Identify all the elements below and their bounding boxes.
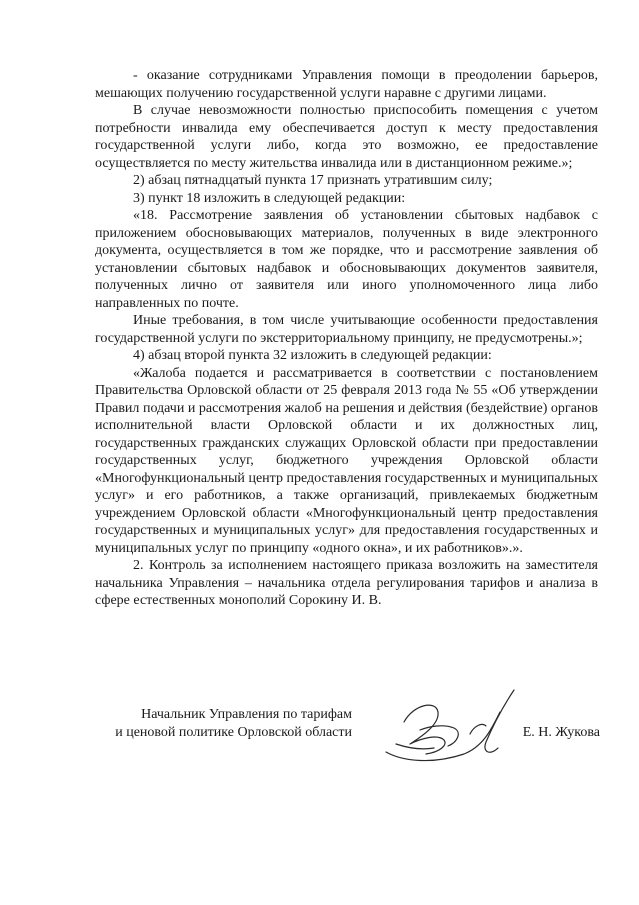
- paragraph-item-4: 4) абзац второй пункта 32 изложить в следующей редакции:: [133, 348, 492, 363]
- paragraph-barriers-item: - оказание сотрудниками Управления помощи в преодолении барьеров, мешающих получению государственной услуги наравне с другими лицами.: [95, 68, 598, 101]
- paragraph-item-2: 2) абзац пятнадцатый пункта 17 признать утратившим силу;: [133, 173, 493, 188]
- paragraph-point-18: «18. Рассмотрение заявления об установлении сбытовых надбавок с приложением обосновывающих материалов, полученных в виде электронного документа, осуществляется в том же порядке, что и рассмотрение заявления об установлении сбытовых надбавок и обосновывающих документов заявителя, полученных лично от заявителя или иного уполномоченного лица либо направленных по почте.: [95, 208, 598, 311]
- paragraph-control: 2. Контроль за исполнением настоящего приказа возложить на заместителя начальника Управления – начальника отдела регулирования тарифов и анализа в сфере естественных монополий Сорокину И. В.: [95, 558, 598, 608]
- document-body: [95, 67, 598, 610]
- signatory-name: Е. Н. Жукова: [522, 725, 600, 740]
- paragraph-complaint: «Жалоба подается и рассматривается в соответствии с постановлением Правительства Орловской области от 25 февраля 2013 года № 55 «Об утверждении Правил подачи и рассмотрения жалоб на решения и действия (бездействие) органов исполнительной власти Орловской области и их должностных лиц, государственных гражданских служащих Орловской области при предоставлении государственных услуг, бюджетного учреждения Орловской области «Многофункциональный центр предоставления государственных и муниципальных услуг» и его работников, а также организаций, привлекаемых бюджетным учреждением Орловской области «Многофункциональный центр предоставления государственных и муниципальных услуг» для предоставления государственных и муниципальных услуг по принципу «одного окна», и их работников».».: [95, 365, 598, 556]
- signatory-title: [82, 706, 352, 741]
- handwritten-signature: [374, 682, 544, 772]
- signatory-title-line-2: и ценовой политике Орловской области: [115, 724, 352, 740]
- signatory-title-line-1: Начальник Управления по тарифам: [141, 707, 352, 722]
- paragraph-item-3: 3) пункт 18 изложить в следующей редакции:: [133, 190, 406, 206]
- signature-block: [82, 700, 602, 770]
- paragraph-other-requirements: Иные требования, в том числе учитывающие особенности предоставления государственной услуги по экстерриториальному принципу, не предусмотрены.»;: [95, 313, 598, 346]
- paragraph-accessibility: В случае невозможности полностью приспособить помещения с учетом потребности инвалида ему обеспечивается доступ к месту предоставления государственной услуги либо, когда это возможно, ее предоставление осуществляется по месту жительства инвалида или в дистанционном режиме.»;: [95, 103, 598, 171]
